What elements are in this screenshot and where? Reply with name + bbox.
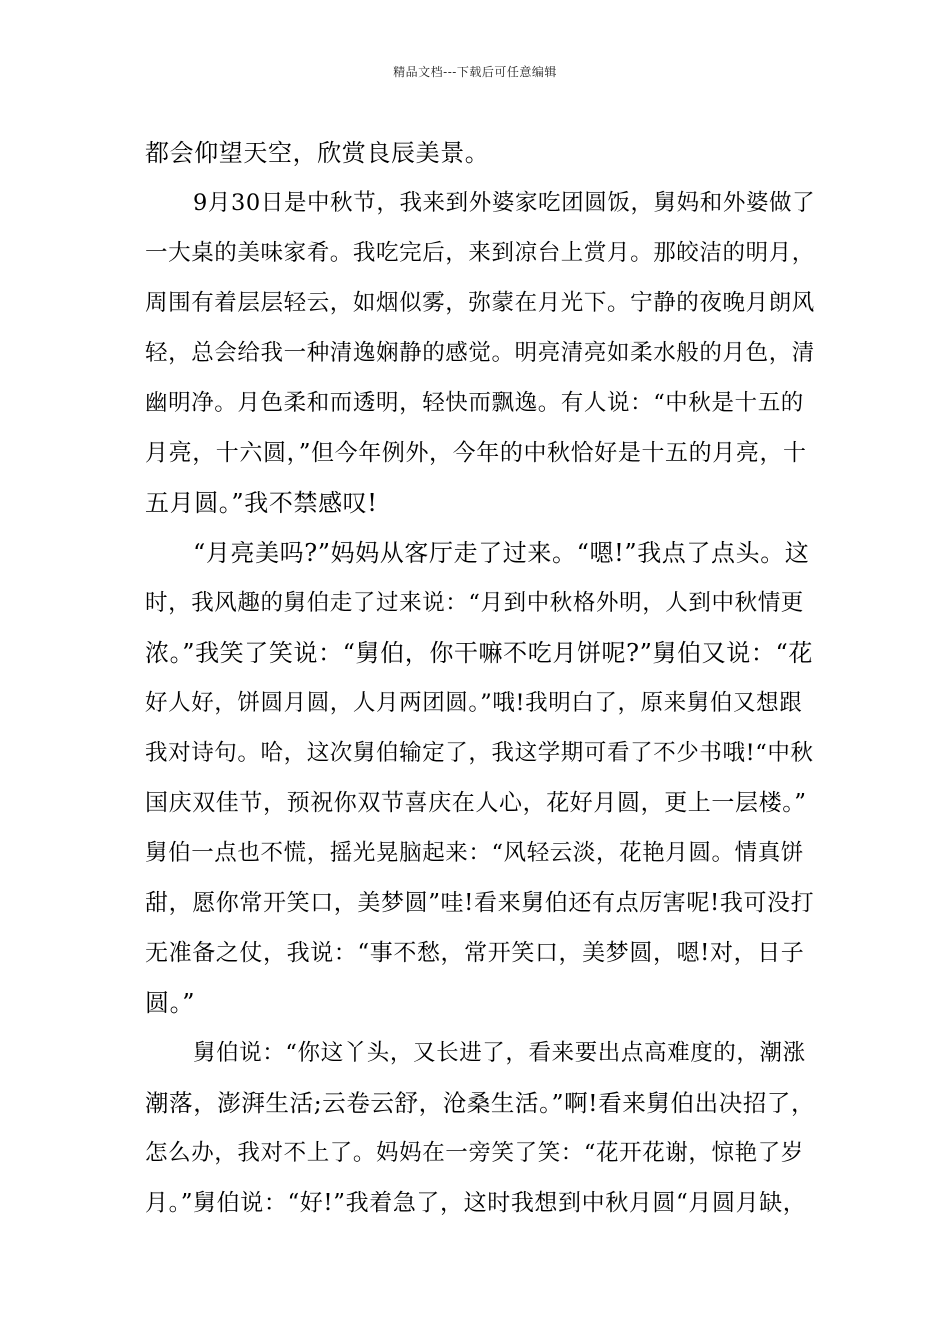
text-line: “月亮美吗?”妈妈从客厅走了过来。“嗯!”我点了点头。这 bbox=[193, 539, 810, 567]
text-line: 怎么办，我对不上了。妈妈在一旁笑了笑：“花开花谢，惊艳了岁 bbox=[145, 1140, 804, 1166]
text-line: 时，我风趣的舅伯走了过来说：“月到中秋格外明，人到中秋情更 bbox=[145, 590, 804, 616]
text-line: 我对诗句。哈，这次舅伯输定了，我这学期可看了不少书哦!“中秋 bbox=[145, 740, 814, 766]
text-line: 甜，愿你常开笑口，美梦圆”哇!看来舅伯还有点厉害呢!我可没打 bbox=[145, 890, 815, 916]
text-line: 周围有着层层轻云，如烟似雾，弥蒙在月光下。宁静的夜晚月朗风 bbox=[145, 290, 815, 316]
text-line: 月亮，十六圆，”但今年例外，今年的中秋恰好是十五的月亮，十 bbox=[145, 440, 807, 466]
text-line: 浓。”我笑了笑说：“舅伯，你干嘛不吃月饼呢?”舅伯又说：“花 bbox=[145, 639, 813, 667]
text-line: 都会仰望天空，欣赏良辰美景。 bbox=[145, 139, 490, 167]
text-line: 好人好，饼圆月圆，人月两团圆。”哦!我明白了，原来舅伯又想跟 bbox=[145, 690, 803, 716]
document-body bbox=[145, 128, 815, 1228]
text-line: 月。”舅伯说：“好!”我着急了，这时我想到中秋月圆“月圆月缺， bbox=[145, 1190, 807, 1216]
text-line: 无准备之仗，我说：“事不愁，常开笑口，美梦圆，嗯!对，日子 bbox=[145, 940, 805, 966]
text-line: 舅伯说：“你这丫头，又长进了，看来要出点高难度的，潮涨 bbox=[193, 1040, 806, 1066]
text-line: 圆。” bbox=[145, 989, 196, 1017]
text-line: 五月圆。”我不禁感叹! bbox=[145, 489, 378, 517]
text-line: 幽明净。月色柔和而透明，轻快而飘逸。有人说：“中秋是十五的 bbox=[145, 390, 804, 416]
page-header: 精品文档---下载后可任意编辑 bbox=[393, 65, 557, 79]
text-line: 9月30日是中秋节，我来到外婆家吃团圆饭，舅妈和外婆做了 bbox=[193, 190, 816, 216]
text-line: 国庆双佳节，预祝你双节喜庆在人心，花好月圆，更上一层楼。” bbox=[145, 790, 807, 816]
text-line: 潮落，澎湃生活;云卷云舒，沧桑生活。”啊!看来舅伯出决招了， bbox=[145, 1089, 816, 1117]
text-line: 舅伯一点也不慌，摇光晃脑起来：“风轻云淡，花艳月圆。情真饼 bbox=[145, 840, 804, 866]
text-line: 一大桌的美味家肴。我吃完后，来到凉台上赏月。那皎洁的明月， bbox=[145, 240, 815, 266]
text-line: 轻，总会给我一种清逸娴静的感觉。明亮清亮如柔水般的月色，清 bbox=[145, 340, 815, 366]
